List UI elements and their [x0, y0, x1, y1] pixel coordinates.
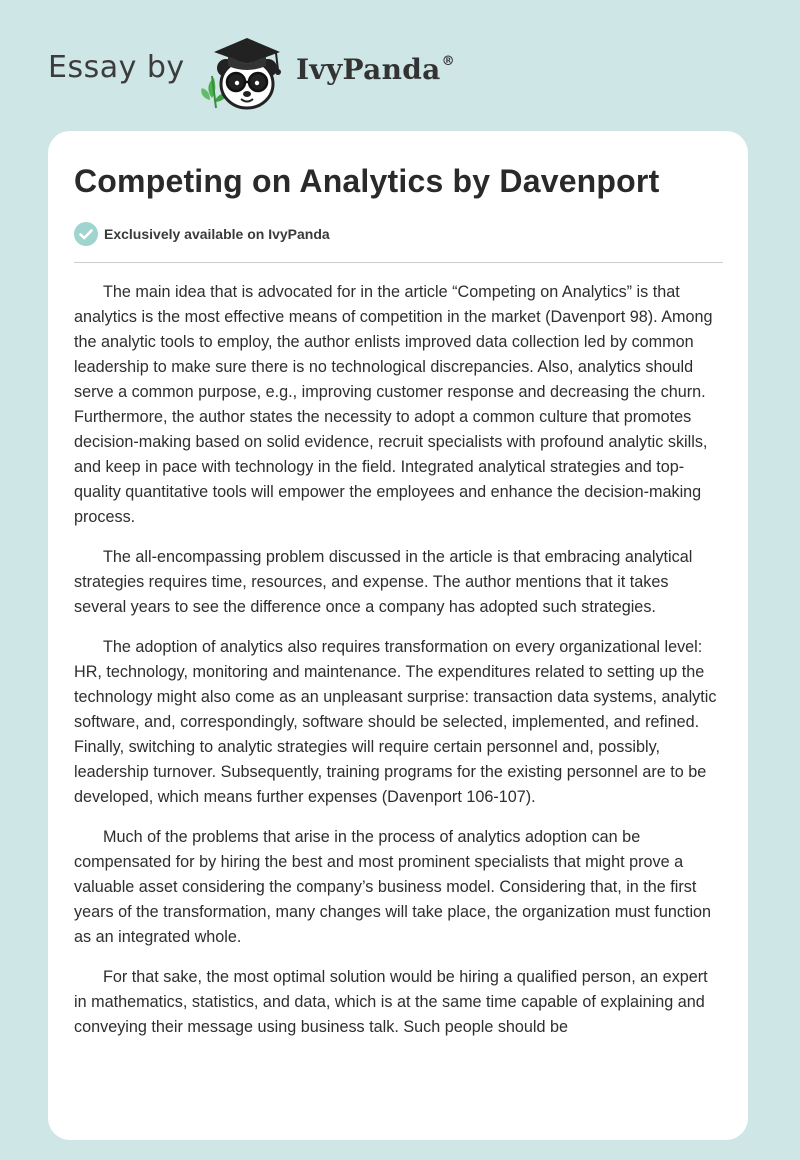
exclusive-badge [74, 222, 330, 246]
brand-prefix: Essay by [48, 50, 185, 85]
article-title: Competing on Analytics by Davenport [74, 163, 660, 199]
panda-graduate-icon[interactable] [196, 32, 292, 112]
site-header [0, 0, 800, 130]
article-card [48, 131, 748, 1140]
paragraph: The main idea that is advocated for in the article “Competing on Analytics” is that analytics is the most effective means of competition in the market (Davenport 98). Among the analytic tools to employ, the author enlists improved data collection led by common leadership to make sure there is no technological discrepancies. Also, analytics should serve a common purpose, e.g., improving customer response and decreasing the churn. Furthermore, the author states the necessity to adopt a common culture that promotes decision-making based on solid evidence, recruit specialists with profound analytic skills, and keep in pace with technology in the field. Integrated analytical strategies and top-quality quantitative tools will empower the employees and enhance the decision-making process. [74, 283, 713, 526]
article-body [74, 280, 724, 1055]
check-circle-icon [74, 222, 98, 246]
paragraph: The adoption of analytics also requires transformation on every organizational level: HR, technology, monitoring and maintenance. The expenditures related to setting up the technology might also come as an unpleasant surprise: transaction data systems, analytic software, and, correspondingly, software should be selected, implemented, and refined. Finally, switching to analytic strategies will require certain personnel and, possibly, leadership turnover. Subsequently, training programs for the existing personnel are to be developed, which means further expenses (Davenport 106-107). [74, 638, 717, 806]
title-divider [74, 262, 723, 263]
badge-text: Exclusively available on IvyPanda [104, 226, 330, 242]
paragraph: The all-encompassing problem discussed in the article is that embracing analytical strategies requires time, resources, and expense. The author mentions that it takes several years to see the difference once a company has adopted such strategies. [74, 548, 693, 616]
paragraph: Much of the problems that arise in the process of analytics adoption can be compensated for by hiring the best and most prominent specialists that might prove a valuable asset considering the company’s business model. Considering that, in the first years of the transformation, many changes will take place, the organization must function as an integrated whole. [74, 828, 712, 946]
registered-mark: ® [441, 53, 455, 69]
brand-name[interactable]: IvyPanda® [296, 53, 455, 86]
paragraph: For that sake, the most optimal solution would be hiring a qualified person, an expert in mathematics, statistics, and data, which is at the same time capable of explaining and conveying their message using business talk. Such people should be [74, 968, 708, 1036]
